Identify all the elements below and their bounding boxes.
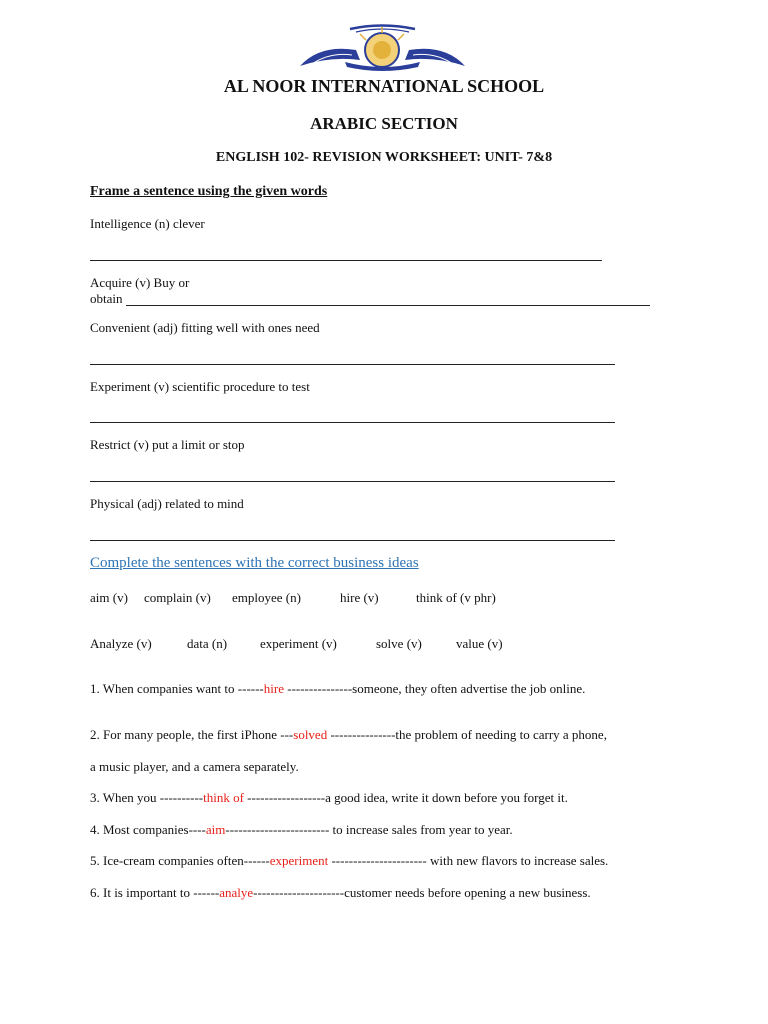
vocab-item: Physical (adj) related to mind <box>90 496 244 511</box>
vocab-item: Convenient (adj) fitting well with ones need <box>90 320 320 335</box>
word-bank-item: data (n) <box>187 636 228 651</box>
filled-answer[interactable]: experiment <box>269 853 329 868</box>
word-bank-item: think of (v phr) <box>416 590 496 605</box>
sentence-2-continued: a music player, and a camera separately. <box>90 759 299 774</box>
school-logo <box>290 20 475 72</box>
vocab-item: Intelligence (n) clever <box>90 216 205 231</box>
sentence-5: 5. Ice-cream companies often------experiment ---------------------- with new flavors to increase sales. <box>90 853 609 868</box>
word-bank-item: aim (v) <box>90 590 128 605</box>
answer-line[interactable] <box>90 422 615 423</box>
worksheet-title: ENGLISH 102- REVISION WORKSHEET: UNIT- 7&8 <box>215 150 553 165</box>
filled-answer[interactable]: hire <box>263 681 284 696</box>
filled-answer[interactable]: aim <box>205 822 226 837</box>
word-bank-item: hire (v) <box>340 590 379 605</box>
sentence-1: 1. When companies want to ------hire ---------------someone, they often advertise the job online. <box>90 681 586 696</box>
vocab-item: Acquire (v) Buy or <box>90 275 190 290</box>
vocab-item-continued: obtain <box>90 291 123 306</box>
answer-line[interactable] <box>90 540 615 541</box>
answer-line[interactable] <box>90 481 615 482</box>
vocab-item: Restrict (v) put a limit or stop <box>90 437 245 452</box>
filled-answer[interactable]: analye <box>219 885 254 900</box>
vocab-item: Experiment (v) scientific procedure to test <box>90 379 310 394</box>
sentence-2: 2. For many people, the first iPhone ---solved ---------------the problem of needing to carry a phone, <box>90 727 607 742</box>
answer-line[interactable] <box>90 364 615 365</box>
word-bank-item: value (v) <box>456 636 503 651</box>
sentence-3: 3. When you ----------think of ------------------a good idea, write it down before you forget it. <box>90 790 568 805</box>
answer-line[interactable] <box>90 260 602 261</box>
answer-line[interactable] <box>126 305 650 306</box>
word-bank-item: solve (v) <box>376 636 422 651</box>
sentence-6: 6. It is important to ------analye---------------------customer needs before opening a new business. <box>90 885 591 900</box>
word-bank-item: employee (n) <box>232 590 301 605</box>
part2-heading: Complete the sentences with the correct business ideas <box>90 555 419 571</box>
word-bank-item: complain (v) <box>144 590 211 605</box>
word-bank-item: Analyze (v) <box>90 636 152 651</box>
part1-heading: Frame a sentence using the given words <box>90 184 328 199</box>
filled-answer[interactable]: solved <box>293 727 328 742</box>
sentence-4: 4. Most companies----aim------------------------ to increase sales from year to year. <box>90 822 513 837</box>
section-name: ARABIC SECTION <box>310 114 458 133</box>
word-bank-item: experiment (v) <box>260 636 337 651</box>
filled-answer[interactable]: think of <box>203 790 244 805</box>
school-name: AL NOOR INTERNATIONAL SCHOOL <box>223 76 545 96</box>
